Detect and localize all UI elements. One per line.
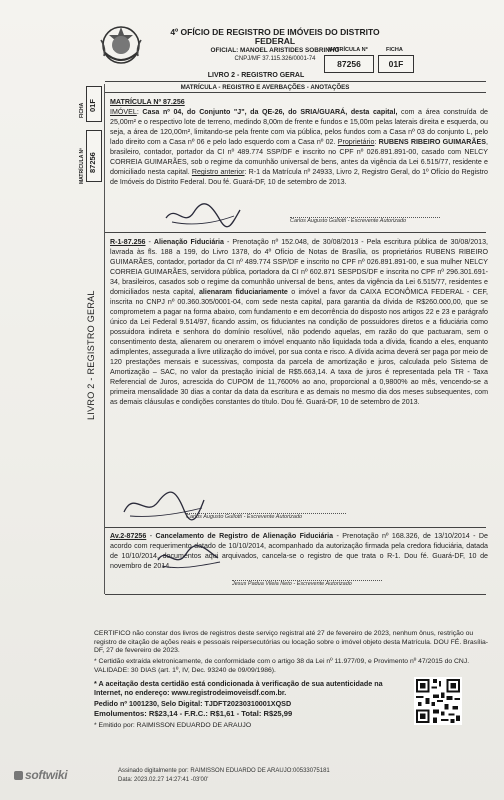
qr-code (414, 677, 462, 725)
official-name: OFICIAL: MANOEL ARISTIDES SOBRINHO (210, 47, 340, 54)
digital-signature-date: Data: 2023.02.27 14:27:41 -03'00' (118, 777, 209, 783)
divider (105, 81, 486, 82)
margin-ficha-value: 01F (88, 99, 97, 112)
matricula-block: MATRÍCULA Nº 87.256 IMÓVEL: Casa nº 04, do Conjunto "J", da QE-26, do SRIA/GUARÁ, desta capital, com a área construída de 25,00m² e o respectivo lote de terreno, medindo 8,00m de frente e fundos e 15,00m pelas laterais direita e esquerda, ou seja, a área de 120,00m², limitando-se pela frente com via pública, pelos fundos com a Casa nº 03 do conjunto L, pelo lado direito com a Casa nº 06 e pelo lado esquerdo com a Casa nº 02. Proprietário: RUBENS RIBEIRO GUIMARÃES, brasileiro, contador, portador da CI nº 489.774 SSP/DF e inscrito no CPF nº 026.891.891-00, casado com NELCY CORREIA GUIMARÃES, sob o regime da comunhão universal de bens, antes da vigência da Lei 6.515/77, residente e domiciliado nesta capital. Registro anterior: R-1 da Matrícula nº 24933, Livro 2, Registro Geral, do 1º Ofício do Registro de Imóveis do Distrito Federal. Dou fé. Guará-DF, 10 de setembro de 2013. (110, 98, 488, 186)
margin-matricula-label: MATRÍCULA Nº (79, 148, 85, 184)
matricula-heading: MATRÍCULA Nº 87.256 (110, 98, 185, 106)
av2-block: Av.2-87256 - Cancelamento de Registro de Alienação Fiduciária - Prenotação nº 168.326, de 13/10/2014 - De acordo com requerimento datado de 10/10/2014, acompanhado da autorização firmada pela credora fiduciária, datada de 10/10/2014, documentos aqui arquivados, cancela-se o registro de que trata o R-1. Dou fé. Guará-DF, 10 de novembro de 2014. (110, 532, 488, 570)
divider (105, 92, 486, 93)
divider (105, 594, 486, 595)
matricula-box-label: MATRÍCULA Nº (328, 47, 368, 53)
handwritten-signature (154, 540, 224, 574)
certificate-statement: CERTIFICO não constar dos livros de registros deste serviço registral até 27 de fevereiro de 2023, nenhum ônus, restrição ou registro de citação de ações reais e pessoais reipersecutórias ou locação sobre o imóvel objeto desta Matrícula. DOU FÉ. Brasília-DF, 27 de fevereiro de 2023. (94, 630, 489, 655)
handwritten-signature (162, 200, 242, 230)
divider (105, 232, 486, 233)
av2-signer: Jesus Padua Vilela Neto - Escrevente Autorizado (232, 580, 382, 587)
proprietario-label: Proprietário (337, 138, 375, 146)
av2-title: Cancelamento de Registro de Alienação Fiduciária (155, 532, 334, 540)
digital-signature: Assinado digitalmente por: RAIMISSON EDUARDO DE ARAUJO:00533075181 (118, 768, 330, 774)
av2-code: Av.2-87256 (110, 532, 147, 540)
registro-anterior-label: Registro anterior (191, 168, 245, 176)
proprietario-name: RUBENS RIBEIRO GUIMARÃES (378, 138, 486, 146)
r1-block: R-1-87.256 - Alienação Fiduciária - Prenotação nº 152.048, de 30/08/2013 - Pela escritura pública de 30/08/2013, lavrada às fls. 188 a 199, do Livro 1378, do 4º Ofício de Notas de Brasília, os proprietários RUBENS RIBEIRO GUIMARÃES, contador, portador da CI nº 489.774 SSP/DF e inscrito no CPF nº 026.891.891-00, e sua mulher NELCY CORREIA GUIMARÃES, servidora pública, portadora da CI nº 602.871 SESPDS/DF e inscrita no CPF nº 296.301.691-34, brasileiros, casados sob o regime da comunhão universal de bens, antes da vigência da Lei 6.515/77, residentes e domiciliados nesta capital, alienaram fiduciariamente o imóvel a favor da CAIXA ECONÔMICA FEDERAL - CEF, inscrita no CNPJ nº 00.360.305/0001-04, com sede nesta capital, para garantia da dívida de R$260.000,00, que se comprometem a pagar na forma abaixo, com fundamento e em decorrência do disposto nos artigos 22 e 23 e parágrafo único da Lei Federal 9.514/97, ficando assim, os fiduciantes na condição de possuidores diretos e a fiduciária como possuidora indireta e senhora do domínio resolúvel, não podendo aquelas, em razão do que pactuaram, sem o consentimento desta, alienarem ou onerarem o imóvel enquanto não liquidada toda a dívida, ficando a eles, enquanto adimplentes, assegurada a livre utilização do imóvel, por sua conta e risco. A dívida acima deverá ser paga por meio de 120 prestações mensais e sucessivas, composta da parcela de amortização e juros, calculada pelo Sistema de Amortização – SAC, no valor da prestação inicial de R$5.663,14. A taxa de juros é representada pela TR - Taxa Referencial de Juros, acrescida do CUPOM de 11,7600% ao ano, proporcional a 0,9800% ao mês, vencendo-se a primeira mensalidade 30 dias a contar da data da escritura e as demais no mesmo dia dos meses subsequentes, com as demais cláusulas e condições constantes do título. Dou fé. Guará-DF, 10 de setembro de 2013. (110, 238, 488, 406)
margin-rule (104, 84, 105, 594)
proprietario-details: , brasileiro, contador, portador da CI nº 489.774 SSP/DF e inscrito no CPF nº 026.891.891-00, casado com NELCY CORREIA GUIMARÃES, sob o regime da comunhão universal de bens, antes da vigência da Lei 6.515/77, residente e domiciliado nesta capital. (110, 138, 488, 176)
ficha-number-box: 01F (378, 55, 414, 73)
certificate-validity: * Certidão extraída eletronicamente, de conformidade com o artigo 38 da Lei nº 11.977/09, e Provimento nº 47/2015 do CNJ. VALIDADE: 30 DIAS (art. 1º, IV, Dec. 93240 de 09/09/1986). (94, 658, 470, 674)
cnpj: CNPJ/MF 37.115.326/0001-74 (234, 56, 316, 62)
matricula-number-box: 87256 (324, 55, 374, 73)
r1-title: Alienação Fiduciária (153, 238, 224, 246)
margin-ficha-label: FICHA (79, 102, 85, 118)
margin-livro-label: LIVRO 2 - REGISTRO GERAL (86, 290, 96, 420)
softwiki-logo: softwiki (14, 768, 67, 782)
r1-code: R-1-87.256 (110, 238, 146, 246)
office-title: 4º OFÍCIO DE REGISTRO DE IMÓVEIS DO DISTRITO FEDERAL (170, 27, 380, 46)
r1-body-part1: - Prenotação nº 152.048, de 30/08/2013 - Pela escritura pública de 30/08/2013, lavrada às fls. 188 a 199, do Livro 1378, do 4º Ofício de Notas de Brasília, os proprietários RUBENS RIBEIRO GUIMARÃES, contador, portador da CI nº 489.774 SSP/DF e inscrito no CPF nº 026.891.891-00, e sua mulher NELCY CORREIA GUIMARÃES, servidora pública, portadora da CI nº 602.871 SESPDS/DF e inscrita no CPF nº 296.301.691-34, brasileiros, casados sob o regime da comunhão universal de bens, antes da vigência da Lei 6.515/77, residentes e domiciliados nesta capital, (110, 238, 488, 296)
logo-icon (14, 771, 23, 780)
margin-matricula-value: 87256 (88, 152, 97, 173)
av2-body: - Prenotação nº 168.326, de 13/10/2014 - De acordo com requerimento datado de 10/10/2014, acompanhado da autorização firmada pela credora fiduciária, datada de 10/10/2014, documentos aqui arquivados, cancela-se o registro de que trata o R-1. Dou fé. Guará-DF, 10 de novembro de 2014. (110, 532, 488, 570)
section-header: MATRÍCULA - REGISTRO E AVERBAÇÕES - ANOTAÇÕES (180, 84, 350, 91)
livro-title: LIVRO 2 - REGISTRO GERAL (207, 72, 305, 79)
imovel-description: com a área construída de 25,00m² e o respectivo lote de terreno, medindo 8,00m de frente e fundos e 15,00m pelas laterais direita e esquerda, ou seja, a área de 120,00m², limitando-se pela frente com via pública, pelos fundos com a Casa nº 03 do conjunto L, pelo lado direito com a Casa nº 06 e pelo lado esquerdo com a Casa nº 02. (110, 108, 488, 146)
certificate-emitido: * Emitido por: RAIMISSON EDUARDO DE ARAUJO (94, 722, 252, 729)
certificate-emolumentos: Emolumentos: R$23,14 - F.R.C.: R$1,61 - Total: R$25,99 (94, 709, 293, 718)
ficha-box-label: FICHA (386, 47, 403, 53)
matricula-signer: Carlos Augusto Gullotti - Escrevente Autorizado (290, 217, 440, 224)
certificate-authentication: * A aceitação desta certidão está condicionada à verificação de sua autenticidade na Internet, no endereço: www.registrodeimoveisdf.com.br. (94, 679, 383, 697)
r1-signer: Carlos Augusto Gullotti - Escrevente Autorizado (186, 513, 346, 520)
divider (105, 527, 486, 528)
r1-body-part2: o imóvel a favor da CAIXA ECONÔMICA FEDERAL - CEF, inscrita no CNPJ nº 00.360.305/0001-04, com sede nesta capital, para garantia da dívida de R$260.000,00, que se comprometem a pagar na forma abaixo, com fundamento e em decorrência do disposto nos artigos 22 e 23 e parágrafo único da Lei Federal 9.514/97, ficando assim, os fiduciantes na condição de possuidores diretos e a fiduciária como possuidora indireta e senhora do domínio resolúvel, não podendo aquelas, em razão do que pactuaram, sem o consentimento desta, alienarem ou onerarem o imóvel enquanto não liquidada toda a dívida, ficando a eles, enquanto adimplentes, assegurada a livre utilização do imóvel, por sua conta e risco. A dívida acima deverá ser paga por meio de 120 prestações mensais e sucessivas, composta da parcela de amortização e juros, calculada pelo Sistema de Amortização – SAC, no valor da prestação inicial de R$5.663,14. A taxa de juros é representada pela TR - Taxa Referencial de Juros, acrescida do CUPOM de 11,7600% ao ano, proporcional a 0,9800% ao mês, vencendo-se a primeira mensalidade 30 dias a contar da data da escritura e as demais no mesmo dia dos meses subsequentes, com as demais cláusulas e condições constantes do título. Dou fé. Guará-DF, 10 de setembro de 2013. (110, 288, 488, 406)
registro-anterior-text: : R-1 da Matrícula nº 24933, Livro 2, Registro Geral, do 1º Ofício do Registro de Imóveis do Distrito Federal. Dou fé. Guará-DF, 10 de setembro de 2013. (110, 168, 488, 186)
coat-of-arms-seal (98, 22, 144, 68)
r1-alienaram: alienaram fiduciariamente (198, 288, 288, 296)
imovel-label: IMÓVEL (110, 108, 137, 116)
certificate-pedido: Pedido nº 1001230, Selo Digital: TJDFT20230310001XQSD (94, 699, 292, 708)
imovel-address: Casa nº 04, do Conjunto "J", da QE-26, do SRIA/GUARÁ, desta capital, (142, 108, 398, 116)
